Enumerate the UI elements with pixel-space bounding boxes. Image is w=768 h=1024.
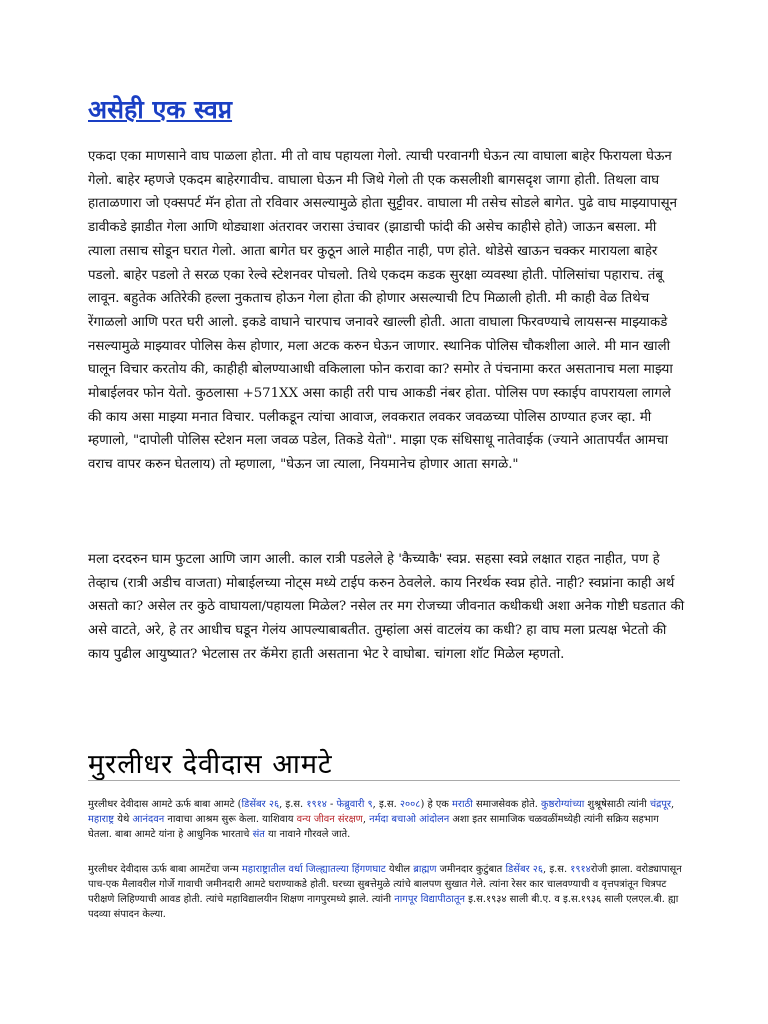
text-run: , इ.स. bbox=[543, 864, 571, 875]
wiki-link[interactable]: आनंदवन bbox=[132, 814, 165, 825]
wiki-link[interactable]: १९१४ bbox=[306, 799, 327, 810]
wiki-link[interactable]: चंद्रपूर bbox=[649, 799, 672, 810]
text-run: अशा इतर सामाजिक चळवळींमध्येही त्यांनी सक्रिय सहभाग घेतला. बाबा आमटे यांना हे आधुनिक भारताचे bbox=[88, 814, 659, 840]
wiki-link[interactable]: नागपूर विद्यापीठातून bbox=[394, 894, 466, 905]
text-run: ) हे एक bbox=[420, 799, 453, 810]
wiki-link[interactable]: १९१४ bbox=[570, 864, 591, 875]
section-heading: मुरलीधर देवीदास आमटे bbox=[88, 749, 333, 780]
article-paragraph-1: एकदा एका माणसाने वाघ पाळला होता. मी तो वाघ पहायला गेलो. त्याची परवानगी घेऊन त्या वाघाला बाहेर फिरायला घेऊन गेलो. बाहेर म्हणजे एकदम बाहेरगावीच. वाघाला घेऊन मी जिथे गेलो ती एक कसलीशी बागसदृश जागा होती. तिथला वाघ हाताळणारा जो एक्सपर्ट मॅन होता तो रविवार असल्यामुळे होता सुट्टीवर. वाघाला मी तसेच सोडले बागेत. पुढे वाघ माझ्यापासून डावीकडे झाडीत गेला आणि थोड्याशा अंतरावर जरासा उंचावर (झाडाची फांदी की असेच काहीसे होते) जाऊन बसला. मी त्याला तसाच सोडून घरात गेलो. आता बागेत घर कुठून आले माहीत नाही, पण होते. थोडेसे खाऊन चक्कर मारायला बाहेर पडलो. बाहेर पडलो ते सरळ एका रेल्वे स्टेशनवर पोचलो. तिथे एकदम कडक सुरक्षा व्यवस्था होती. पोलिसांचा पहाराच. तंबू लावून. बहुतेक अतिरेकी हल्ला नुकताच होऊन गेला होता की होणार असल्याची टिप मिळाली होती. मी काही वेळ तिथेच रेंगाळलो आणि परत घरी आलो. इकडे वाघाने चारपाच जनावरे खाल्ली होती. आता वाघाला फिरवण्याचे लायसन्स माझ्याकडे नसल्यामुळे माझ्यावर पोलिस केस होणार, मला अटक करुन घेऊन जाणार. स्थानिक पोलिस चौकशीला आले. मी मान खाली घालून विचार करतोय की, काहीही बोलण्याआधी वकिलाला फोन करावा का? समोर ते पंचनामा करत असतानाच मला माझ्या मोबाईलवर फोन येतो. कुठलासा +571XX असा काही तरी पाच आकडी नंबर होता. पोलिस पण स्काईप वापरायला लागले की काय असा माझ्या मनात विचार. पलीकडून त्यांचा आवाज, लवकरात लवकर जवळच्या पोलिस ठाण्यात हजर व्हा. मी म्हणालो, "दापोली पोलिस स्टेशन मला जवळ पडेल, तिकडे येतो". माझा एक संधिसाधू नातेवाईक (ज्याने आतापर्यंत आमचा वराच वापर करुन घेतलाय) तो म्हणाला, "घेऊन जा त्याला, नियमानेच होणार आता सगळे." bbox=[88, 149, 678, 473]
text-run: , bbox=[362, 814, 370, 825]
missing-link[interactable]: वन्य जीवन संरक्षण bbox=[296, 814, 363, 825]
wiki-link[interactable]: संत bbox=[252, 829, 265, 840]
text-run: मुरलीधर देवीदास आमटे ऊर्फ बाबा आमटे ( bbox=[88, 799, 242, 810]
wiki-link[interactable]: मराठी bbox=[452, 799, 473, 810]
text-run: मुरलीधर देवीदास ऊर्फ बाबा आमटेंचा जन्म bbox=[88, 864, 242, 875]
bio-paragraph-1 bbox=[88, 797, 684, 842]
text-run: , bbox=[671, 799, 675, 810]
text-run: जमीनदार कुटुंबात bbox=[436, 864, 506, 875]
text-run: - bbox=[326, 799, 337, 810]
text-run: नावाचा आश्रम सुरू केला. याशिवाय bbox=[164, 814, 297, 825]
wiki-link[interactable]: नर्मदा बचाओ आंदोलन bbox=[369, 814, 450, 825]
text-run: समाजसेवक होते. bbox=[472, 799, 542, 810]
bio-paragraph-2 bbox=[88, 862, 684, 922]
text-run: रोजी झाला. वरोड्यापासून पाच-एक मैलावरील गोर्जे गावाची जमीनदारी आमटे घराण्याकडे होती. घरच्या सुबत्तेमुळे त्यांचे बालपण सुखात गेले. त्यांना रेसर कार चालवण्याची व वृत्तपत्रांतून चित्रपट परीक्षणे लिहिण्याची आवड होती. त्यांचे महाविद्यालयीन शिक्षण नागपुरमध्ये झाले. त्यांनी bbox=[88, 864, 682, 905]
article-title: असेही एक स्वप्न bbox=[88, 95, 233, 124]
heading-divider bbox=[88, 780, 680, 781]
article-paragraph-2: मला दरदरुन घाम फुटला आणि जाग आली. काल रात्री पडलेले हे 'कैच्याकै' स्वप्न. सहसा स्वप्ने लक्षात राहत नाहीत, पण हे तेव्हाच (रात्री अडीच वाजता) मोबाईलच्या नोट्स मध्ये टाईप करुन ठेवलेले. काय निरर्थक स्वप्न होते. नाही? स्वप्नांना काही अर्थ असतो का? असेल तर कुठे वाघायला/पहायला मिळेल? नसेल तर मग रोजच्या जीवनात कधीकधी अशा अनेक गोष्टी घडतात की असे वाटते, अरे, हे तर आधीच घडून गेलंय आपल्याबाबतीत. तुम्हांला असं वाटलंय का कधी? हा वाघ मला प्रत्यक्ष भेटतो की काय पुढील आयुष्यात? भेटलास तर कॅमेरा हाती असताना भेट रे वाघोबा. चांगला शॉट मिळेल म्हणतो. bbox=[88, 552, 685, 662]
wiki-link[interactable]: महाराष्ट्र bbox=[88, 814, 115, 825]
text-run: या नावाने गौरवले जाते. bbox=[264, 829, 351, 840]
wiki-link[interactable]: डिसेंबर २६ bbox=[505, 864, 544, 875]
text-run: शुश्रूषेसाठी त्यांनी bbox=[584, 799, 650, 810]
wiki-link[interactable]: महाराष्ट्रातील bbox=[241, 864, 286, 875]
text-run: येथील bbox=[385, 864, 414, 875]
wiki-link[interactable]: वर्धा जिल्ह्यातल्या bbox=[288, 864, 349, 875]
text-run: , इ.स. bbox=[279, 799, 307, 810]
wiki-link[interactable]: कुष्ठरोग्यांच्या bbox=[541, 799, 585, 810]
text-run: , इ.स. bbox=[372, 799, 400, 810]
wiki-link[interactable]: २००८ bbox=[399, 799, 421, 810]
text-run: येथे bbox=[114, 814, 133, 825]
text-run: इ.स.१९३४ साली बी.ए. व इ.स.१९३६ साली एलएल.बी. ह्या पदव्या संपादन केल्या. bbox=[88, 894, 679, 920]
wiki-link[interactable]: ब्राह्मण bbox=[413, 864, 437, 875]
wiki-link[interactable]: डिसेंबर २६ bbox=[241, 799, 280, 810]
wiki-link[interactable]: फेब्रुवारी ९ bbox=[336, 799, 373, 810]
wiki-link[interactable]: हिंगणघाट bbox=[351, 864, 386, 875]
